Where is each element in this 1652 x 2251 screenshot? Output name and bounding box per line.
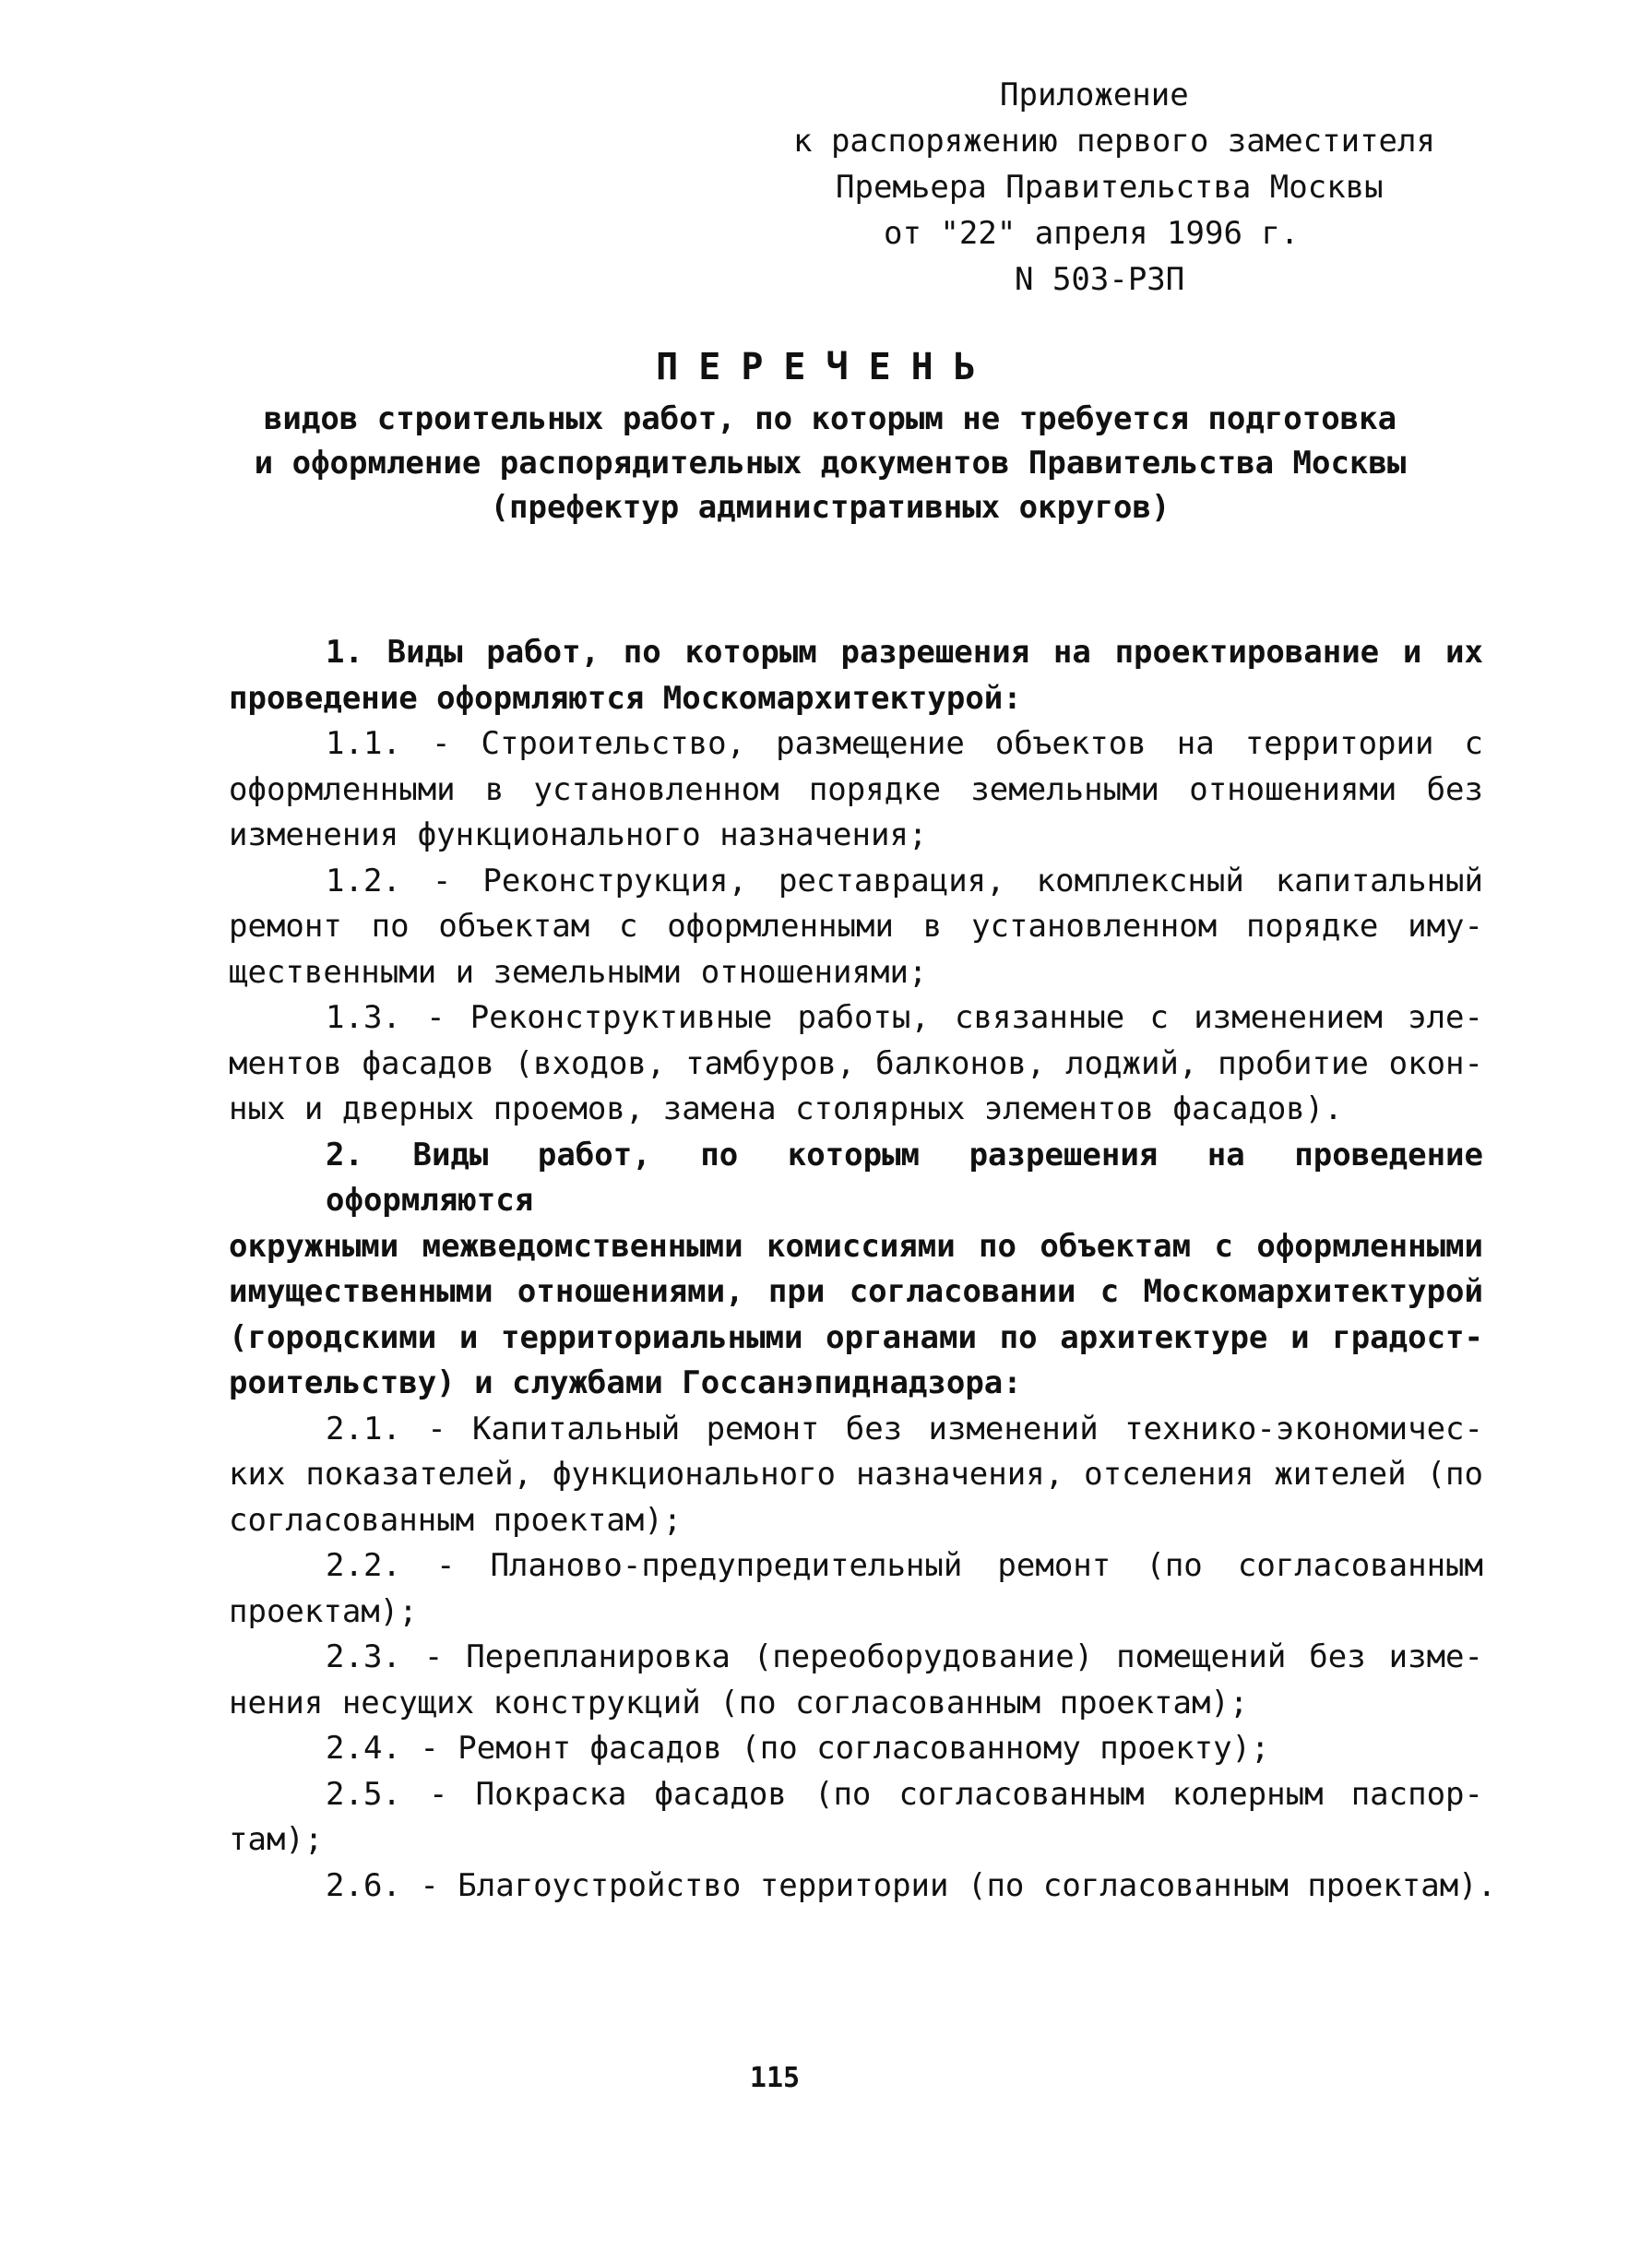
item-line: согласованным проектам); bbox=[229, 1501, 683, 1539]
section-heading-line: проведение оформляются Москомархитектурой: bbox=[229, 679, 1022, 717]
section-heading-line: окружными межведомственными комиссиями по объектам с оформленными bbox=[229, 1227, 1483, 1265]
item-1-1 bbox=[229, 721, 1483, 859]
section-1-heading bbox=[229, 630, 1483, 721]
document-title: ПЕРЕЧЕНЬ bbox=[656, 346, 996, 388]
item-2-4 bbox=[229, 1726, 1483, 1772]
document-subtitle bbox=[221, 397, 1439, 530]
item-line: ремонт по объектам с оформленными в установленном порядке иму- bbox=[229, 908, 1483, 945]
item-line: 2.1. - Капитальный ремонт без изменений технико-экономичес- bbox=[326, 1410, 1483, 1447]
item-2-1 bbox=[229, 1407, 1483, 1544]
subtitle-line: видов строительных работ, по которым не требуется подготовка bbox=[263, 400, 1397, 437]
item-2-5 bbox=[229, 1772, 1483, 1864]
appendix-line: Приложение bbox=[1000, 77, 1189, 113]
item-2-3 bbox=[229, 1635, 1483, 1726]
item-line: щественными и земельными отношениями; bbox=[229, 953, 928, 991]
item-line: 2.3. - Перепланировка (переоборудование) помещений без изме- bbox=[326, 1638, 1483, 1675]
section-heading-line: (городскими и территориальными органами по архитектуре и градост- bbox=[229, 1318, 1483, 1356]
item-line: ных и дверных проемов, замена столярных элементов фасадов). bbox=[229, 1090, 1343, 1127]
item-line: оформленными в установленном порядке земельными отношениями без bbox=[229, 770, 1483, 808]
appendix-line: N 503-РЗП bbox=[1015, 261, 1185, 298]
item-line: изменения функционального назначения; bbox=[229, 816, 928, 853]
item-line: 2.4. - Ремонт фасадов (по согласованному проекту); bbox=[326, 1730, 1270, 1767]
item-line: 2.6. - Благоустройство территории (по согласованным проектам). bbox=[326, 1866, 1497, 1904]
appendix-header bbox=[793, 72, 1457, 303]
item-line: нения несущих конструкций (по согласованным проектам); bbox=[229, 1684, 1249, 1721]
document-body bbox=[229, 630, 1497, 1909]
subtitle-line: и оформление распорядительных документов Правительства Москвы bbox=[254, 445, 1407, 482]
item-line: 2.5. - Покраска фасадов (по согласованным колерным паспор- bbox=[326, 1775, 1483, 1813]
item-line: 1.2. - Реконструкция, реставрация, комплексный капитальный bbox=[326, 862, 1483, 899]
item-line: 1.1. - Строительство, размещение объектов на территории с bbox=[326, 725, 1483, 762]
section-heading-line: роительству) и службами Госсанэпиднадзора: bbox=[229, 1364, 1022, 1401]
item-1-3 bbox=[229, 995, 1483, 1133]
item-2-6 bbox=[229, 1864, 1497, 1910]
item-line: ментов фасадов (входов, тамбуров, балконов, лоджий, пробитие окон- bbox=[229, 1044, 1483, 1082]
item-2-2 bbox=[229, 1543, 1483, 1635]
page-number: 115 bbox=[749, 2062, 801, 2094]
appendix-line: Премьера Правительства Москвы bbox=[836, 169, 1384, 206]
item-line: 2.2. - Планово-предупредительный ремонт (по согласованным bbox=[326, 1547, 1483, 1584]
item-line: ких показателей, функционального назначения, отселения жителей (по bbox=[229, 1456, 1483, 1493]
item-line: проектам); bbox=[229, 1592, 418, 1630]
section-heading-line: 2. Виды работ, по которым разрешения на проведение оформляются bbox=[326, 1136, 1483, 1219]
section-heading-line: имущественными отношениями, при согласовании с Москомархитектурой bbox=[229, 1273, 1483, 1310]
appendix-line: к распоряжению первого заместителя bbox=[793, 123, 1435, 160]
section-2-heading bbox=[229, 1133, 1483, 1407]
item-line: 1.3. - Реконструктивные работы, связанные с изменением эле- bbox=[326, 999, 1483, 1036]
section-heading-line: 1. Виды работ, по которым разрешения на проектирование и их bbox=[326, 634, 1483, 671]
item-line: там); bbox=[229, 1821, 324, 1858]
appendix-line: от "22" апреля 1996 г. bbox=[884, 215, 1300, 252]
item-1-2 bbox=[229, 859, 1483, 996]
subtitle-line: (префектур административных округов) bbox=[490, 489, 1171, 526]
